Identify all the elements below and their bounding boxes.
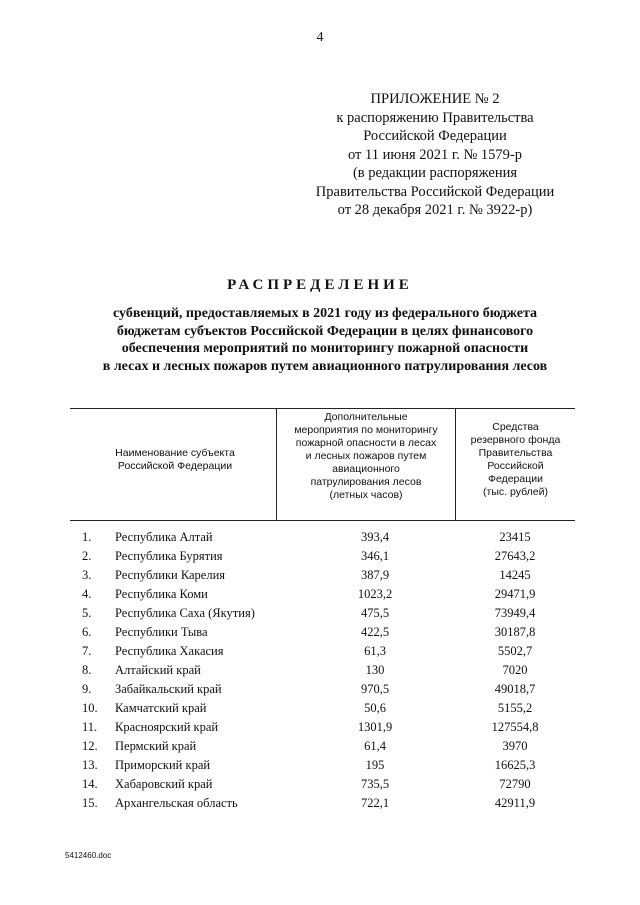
reserve-funds: 30187,8: [494, 625, 536, 639]
reserve-funds: 73949,4: [494, 606, 536, 620]
region-name: Алтайский край: [115, 663, 201, 677]
appendix-line: от 28 декабря 2021 г. № 3922-р): [337, 202, 533, 218]
reserve-funds: 14245: [499, 568, 531, 582]
table-row: [0, 587, 640, 606]
page-number: 4: [316, 30, 324, 45]
region-name: Пермский край: [115, 739, 197, 753]
reserve-funds: 5155,2: [497, 701, 533, 715]
flight-hours: 346,1: [360, 549, 390, 563]
table-top-rule: [70, 408, 575, 409]
flight-hours: 970,5: [360, 682, 390, 696]
flight-hours: 422,5: [360, 625, 390, 639]
reserve-funds: 29471,9: [494, 587, 536, 601]
header-funds-line: Средства: [492, 421, 539, 433]
header-name: [80, 447, 270, 473]
header-hours-line: Дополнительные: [324, 411, 408, 423]
table-header-bottom-rule: [70, 520, 575, 521]
header-hours-line: (летных часов): [329, 489, 403, 501]
reserve-funds: 127554,8: [491, 720, 539, 734]
header-funds-line: Правительства: [478, 447, 553, 459]
reserve-funds: 23415: [499, 530, 531, 544]
flight-hours: 1023,2: [357, 587, 393, 601]
flight-hours: 195: [365, 758, 385, 772]
table-row: [0, 568, 640, 587]
table-row: [0, 644, 640, 663]
header-hours-line: авиационного: [332, 463, 400, 475]
row-number: 4.: [82, 587, 92, 601]
row-number: 6.: [82, 625, 92, 639]
reserve-funds: 42911,9: [494, 796, 536, 810]
table-row: [0, 796, 640, 815]
document-subtitle: [60, 305, 590, 375]
row-number: 2.: [82, 549, 92, 563]
region-name: Республика Бурятия: [115, 549, 223, 563]
document-filename: 5412460.doc: [65, 851, 112, 860]
appendix-line: Российской Федерации: [363, 128, 507, 144]
flight-hours: 722,1: [360, 796, 390, 810]
header-funds-line: резервного фонда: [470, 434, 561, 446]
header-name-line: Российской Федерации: [117, 460, 233, 472]
region-name: Красноярский край: [115, 720, 219, 734]
reserve-funds: 16625,3: [494, 758, 536, 772]
header-name-line: Наименование субъекта: [115, 447, 235, 459]
table-row: [0, 739, 640, 758]
region-name: Приморский край: [115, 758, 211, 772]
table-row: [0, 682, 640, 701]
flight-hours: 475,5: [360, 606, 390, 620]
row-number: 11.: [82, 720, 98, 734]
appendix-line: Правительства Российской Федерации: [315, 183, 555, 200]
flight-hours: 387,9: [360, 568, 390, 582]
region-name: Республики Карелия: [115, 568, 226, 582]
header-hours-line: пожарной опасности в лесах: [295, 437, 437, 449]
region-name: Республики Тыва: [115, 625, 208, 639]
region-name: Забайкальский край: [115, 682, 222, 696]
document-title: РАСПРЕДЕЛЕНИЕ: [227, 277, 413, 293]
header-hours-line: мероприятия по мониторингу: [294, 424, 438, 436]
header-hours: [278, 411, 454, 502]
table-row: [0, 701, 640, 720]
header-funds-line: (тыс. рублей): [483, 486, 548, 498]
subtitle-line: обеспечения мероприятий по мониторингу пожарной опасности: [121, 341, 529, 356]
appendix-line: к распоряжению Правительства: [336, 109, 534, 126]
table-row: [0, 777, 640, 796]
row-number: 5.: [82, 606, 92, 620]
flight-hours: 1301,9: [357, 720, 393, 734]
row-number: 1.: [82, 530, 92, 544]
subtitle-line: в лесах и лесных пожаров путем авиационного патрулирования лесов: [102, 358, 548, 374]
row-number: 15.: [82, 796, 98, 810]
flight-hours: 735,5: [360, 777, 390, 791]
table-row: [0, 663, 640, 682]
header-funds-line: Российской: [487, 460, 544, 472]
region-name: Хабаровский край: [115, 777, 213, 791]
appendix-line: от 11 июня 2021 г. № 1579-р: [348, 146, 522, 163]
reserve-funds: 49018,7: [494, 682, 536, 696]
region-name: Республика Хакасия: [115, 644, 224, 658]
table-row: [0, 549, 640, 568]
table-row: [0, 625, 640, 644]
header-funds: [456, 421, 575, 499]
reserve-funds: 72790: [499, 777, 531, 791]
reserve-funds: 3970: [502, 739, 528, 753]
reserve-funds: 7020: [502, 663, 528, 677]
table-row: [0, 530, 640, 549]
flight-hours: 393,4: [360, 530, 390, 544]
reserve-funds: 27643,2: [494, 549, 536, 563]
table-row: [0, 606, 640, 625]
row-number: 7.: [82, 644, 92, 658]
row-number: 12.: [82, 739, 98, 753]
region-name: Архангельская область: [115, 796, 238, 810]
appendix-block: [290, 90, 580, 220]
region-name: Камчатский край: [115, 701, 207, 715]
row-number: 14.: [82, 777, 98, 791]
row-number: 10.: [82, 701, 98, 715]
table-row: [0, 720, 640, 739]
appendix-line: ПРИЛОЖЕНИЕ № 2: [370, 91, 500, 107]
flight-hours: 130: [365, 663, 385, 677]
region-name: Республика Саха (Якутия): [115, 606, 255, 620]
appendix-line: (в редакции распоряжения: [352, 165, 518, 181]
row-number: 9.: [82, 682, 92, 696]
reserve-funds: 5502,7: [497, 644, 533, 658]
header-hours-line: патрулирования лесов: [310, 476, 422, 488]
header-hours-line: и лесных пожаров путем: [305, 450, 427, 462]
flight-hours: 61,4: [364, 739, 386, 753]
row-number: 8.: [82, 663, 92, 677]
subtitle-line: субвенций, предоставляемых в 2021 году из федерального бюджета: [113, 306, 537, 321]
header-funds-line: Федерации: [488, 473, 543, 485]
subtitle-line: бюджетам субъектов Российской Федерации в целях финансового: [116, 323, 534, 339]
row-number: 3.: [82, 568, 92, 582]
flight-hours: 50,6: [364, 701, 386, 715]
region-name: Республика Алтай: [115, 530, 213, 544]
row-number: 13.: [82, 758, 98, 772]
column-divider: [276, 408, 277, 520]
table-row: [0, 758, 640, 777]
region-name: Республика Коми: [115, 587, 208, 601]
flight-hours: 61,3: [364, 644, 386, 658]
